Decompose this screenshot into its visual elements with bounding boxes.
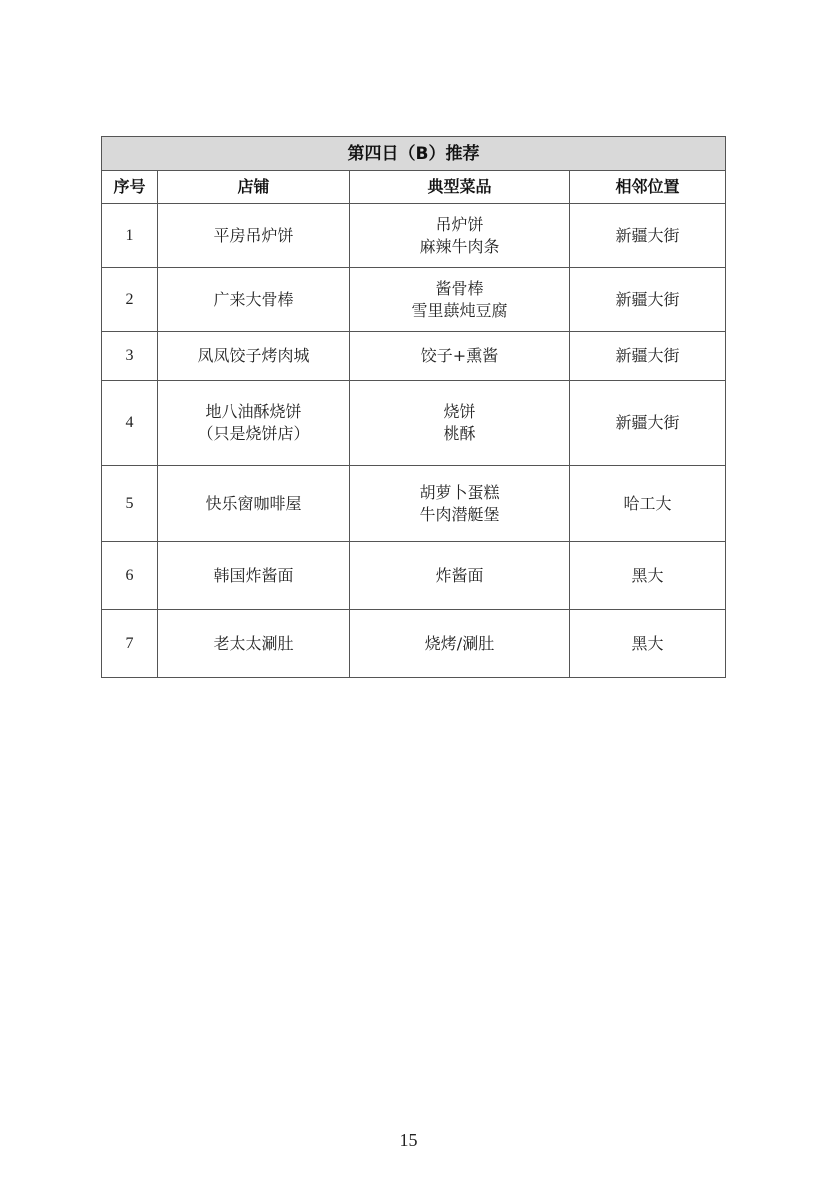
dish-name: 吊炉饼 [435,214,484,234]
shop-name: 凤凤饺子烤肉城 [197,346,310,365]
row-number: 6 [102,542,158,610]
row-dishes [350,332,570,381]
row-number: 1 [102,204,158,268]
row-dishes [350,381,570,466]
dish-name: 炸酱面 [435,565,484,585]
row-number: 2 [102,268,158,332]
row-location: 新疆大街 [570,332,726,381]
table-row [102,381,726,466]
header-shop: 店铺 [158,171,350,204]
row-dishes [350,542,570,610]
row-shop [158,332,350,381]
table-row [102,268,726,332]
shop-name: 平房吊炉饼 [213,225,294,245]
row-dishes [350,610,570,678]
row-shop [158,610,350,678]
header-dishes: 典型菜品 [350,171,570,204]
dish-name: 雪里蕻炖豆腐 [411,300,508,320]
shop-name: 老太太涮肚 [213,633,294,653]
row-number: 4 [102,381,158,466]
row-location: 新疆大街 [570,204,726,268]
dish-name: 酱骨棒 [435,278,484,298]
shop-note: （只是烧饼店） [197,424,310,443]
dish-name: 烧饼 [443,402,476,421]
dish-name: 麻辣牛肉条 [419,236,500,256]
row-dishes [350,268,570,332]
row-shop [158,268,350,332]
table-row [102,332,726,381]
table-row [102,610,726,678]
shop-name: 韩国炸酱面 [213,565,294,585]
table-header-row [102,171,726,204]
table-row [102,542,726,610]
row-dishes [350,204,570,268]
table-row [102,204,726,268]
dish-name: 饺子+熏酱 [420,346,499,365]
row-number: 3 [102,332,158,381]
row-location: 新疆大街 [570,268,726,332]
shop-name: 广来大骨棒 [213,289,294,309]
recommendation-table [101,136,726,678]
dish-name: 胡萝卜蛋糕 [419,482,500,502]
shop-name: 地八油酥烧饼 [205,402,302,421]
row-shop [158,542,350,610]
row-number: 7 [102,610,158,678]
row-location: 黑大 [570,610,726,678]
row-shop [158,466,350,542]
table-row [102,466,726,542]
row-location: 黑大 [570,542,726,610]
row-location: 新疆大街 [570,381,726,466]
page-number: 15 [399,1130,418,1150]
table-title: 第四日（B）推荐 [102,137,726,171]
header-location: 相邻位置 [570,171,726,204]
dish-name: 烧烤/涮肚 [424,633,495,653]
header-number: 序号 [102,171,158,204]
table-title-row [102,137,726,171]
row-number: 5 [102,466,158,542]
row-shop [158,381,350,466]
dish-name: 牛肉潜艇堡 [419,504,500,524]
row-location: 哈工大 [570,466,726,542]
row-dishes [350,466,570,542]
dish-name: 桃酥 [443,424,476,443]
shop-name: 快乐窗咖啡屋 [205,493,302,513]
row-shop [158,204,350,268]
